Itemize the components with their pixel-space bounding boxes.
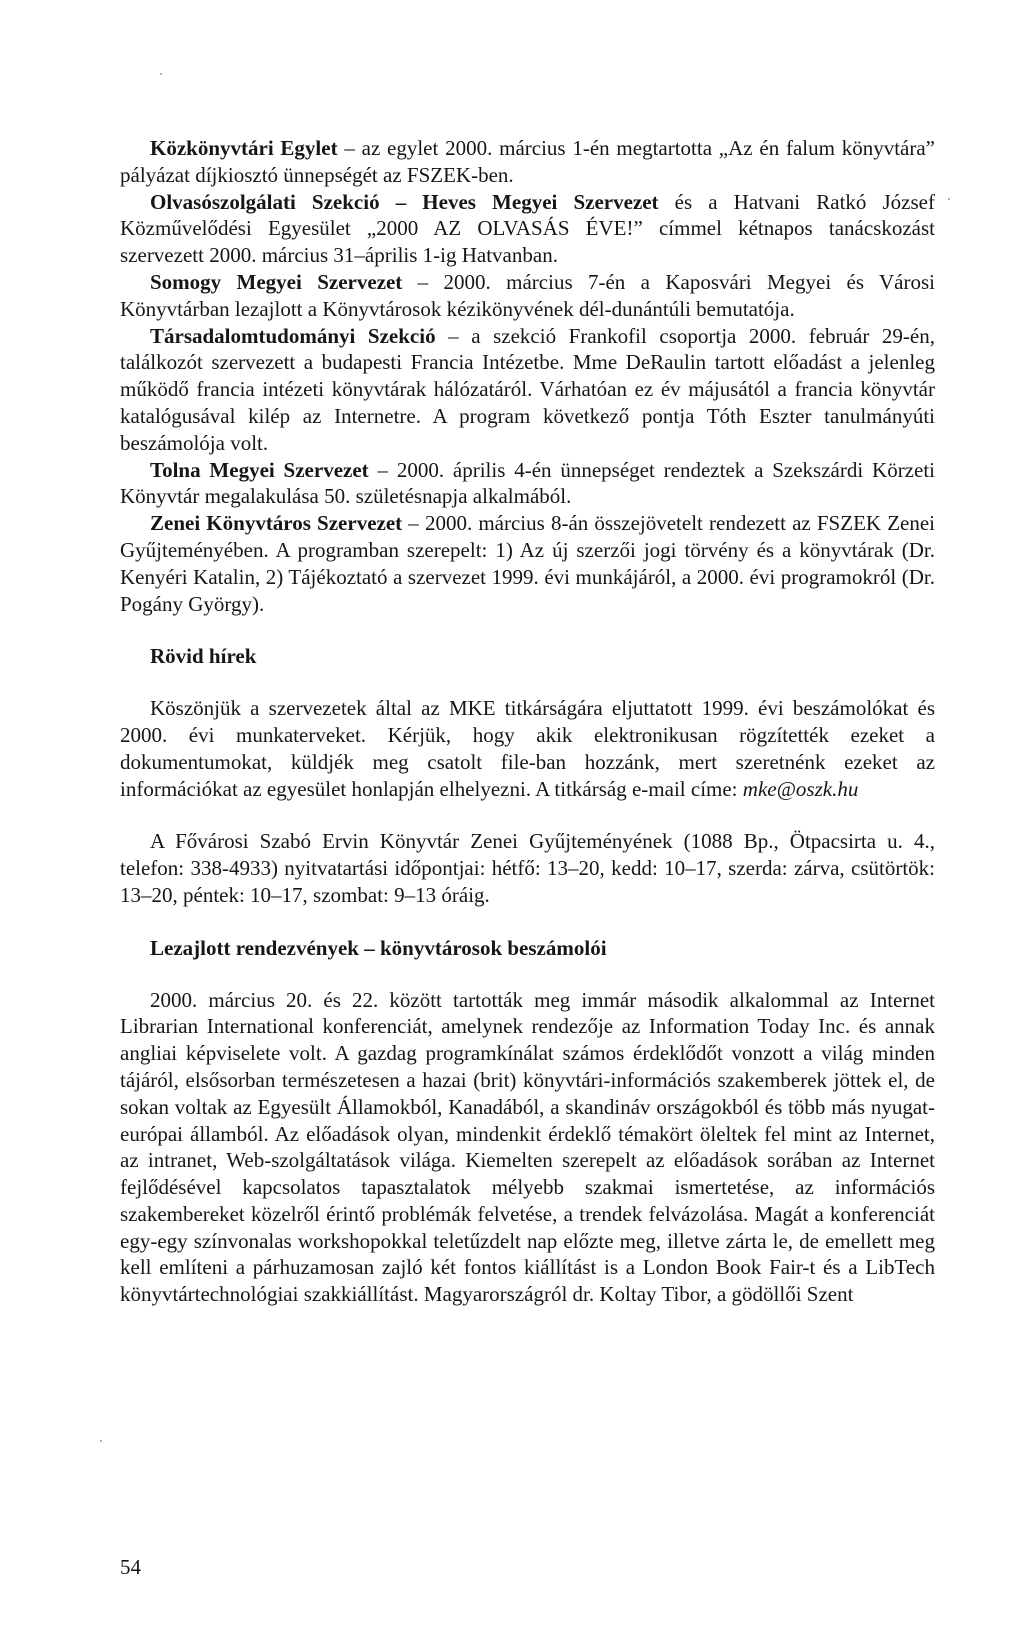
entry-text: és a Hatvani Ratkó József Közművelődési Egyesület „2000 AZ OLVASÁS ÉVE!” címmel kétnapos tanácskozást szervezett 2000. március 31–április 1-ig Hatvanban. bbox=[120, 189, 935, 268]
entry-name: Tolna Megyei Szervezet bbox=[150, 457, 369, 482]
entry-zenei-konyvtaros-szervezet bbox=[120, 510, 935, 617]
scan-speck bbox=[100, 1440, 102, 1442]
paragraph-text: Köszönjük a szervezetek által az MKE titkárságára eljuttatott 1999. évi beszámolókat és 2000. évi munkaterveket. Kérjük, hogy akik elektronikusan rögzítették ezeket a dokumentumokat, küldjék meg csatolt file-ban hozzánk, mert szeretnénk ezeket az információkat az egyesület honlapján elhelyezni. A titkárság e-mail címe: bbox=[120, 696, 935, 801]
scan-speck bbox=[160, 73, 162, 75]
entry-name: Somogy Megyei Szervezet bbox=[150, 269, 403, 294]
entry-olvasoszolgalati-szekcio bbox=[120, 189, 935, 269]
section-heading-rendezvenyek: Lezajlott rendezvények – könyvtárosok beszámolói bbox=[150, 935, 607, 960]
page-number: 54 bbox=[120, 1555, 141, 1579]
entry-text: – 2000. március 7-én a Kaposvári Megyei és Városi Könyvtárban lezajlott a Könyvtárosok kézikönyvének dél-dunántúli bemutatója. bbox=[120, 269, 935, 321]
paragraph-konferencia: 2000. március 20. és 22. között tartották meg immár második alkalommal az Internet Librarian International konferenciát, amelynek rendezője az Information Today Inc. és annak angliai képviselete volt. A gazdag programkínálat számos érdeklődőt vonzott a világ minden tájáról, elsősorban természetesen a hazai (brit) könyvtári-információs szakemberek jöttek el, de sokan voltak az Egyesült Államokból, Kanadából, a skandináv országokból és több más nyugat-európai államból. Az előadások olyan, mindenkit érdeklő témakört öleltek fel mint az Internet, az intranet, Web-szolgáltatások világa. Kiemelten szerepelt az előadások sorában az Internet fejlődésével kapcsolatos tapasztalatok mélyebb szakmai ismertetése, az információs szakembereket közelről érintő problémák felvetése, a trendek felvázolása. Magát a konferenciát egy-egy színvonalas workshopokkal teletűzdelt nap előzte meg, illetve zárta le, de emellett meg kell említeni a párhuzamosan zajló két fontos kiállítást is a London Book Fair-t és a LibTech könyvtártechnológiai szakkiállítást. Magyarországról dr. Koltay Tibor, a gödöllői Szent bbox=[120, 987, 935, 1307]
entry-text: – az egylet 2000. március 1-én megtartotta „Az én falum könyvtára” pályázat díjkiosztó ünnepségét az FSZEK-ben. bbox=[120, 136, 935, 187]
entry-text: – a szekció Frankofil csoportja 2000. február 29-én, találkozót szervezett a budapesti Francia Intézetbe. Mme DeRaulin tartott előadást a jelenleg működő francia intézeti könyvtárak hálózatáról. Várhatóan ez év májusától a francia könyvtár katalógusával kilép az Internetre. A program következő pontja Tóth Eszter tanulmányúti beszámolója volt. bbox=[120, 323, 935, 455]
scan-speck bbox=[948, 198, 950, 200]
entry-tarsadalomtudomanyi-szekcio bbox=[120, 323, 935, 457]
entry-name: Zenei Könyvtáros Szervezet bbox=[150, 511, 403, 536]
email-address: mke@oszk.hu bbox=[742, 776, 859, 801]
entry-name: Társadalomtudományi Szekció bbox=[150, 323, 436, 348]
entry-somogy-megyei-szervezet bbox=[120, 269, 935, 323]
entry-kozkonyvtari-egylet bbox=[120, 135, 935, 189]
entry-text: – 2000. március 8-án összejövetelt rendezett az FSZEK Zenei Gyűjteményében. A programban szerepelt: 1) Az új szerzői jogi törvény és a könyvtárak (Dr. Kenyéri Katalin, 2) Tájékoztató a szervezet 1999. évi munkájáról, a 2000. évi programokról (Dr. Pogány György). bbox=[120, 511, 936, 616]
paragraph-beszamolok bbox=[120, 695, 935, 802]
entry-name: Olvasószolgálati Szekció – Heves Megyei Szervezet bbox=[150, 189, 659, 214]
section-heading-rovid-hirek: Rövid hírek bbox=[150, 644, 257, 669]
entry-text: – 2000. április 4-én ünnepséget rendeztek a Szekszárdi Körzeti Könyvtár megalakulása 50. születésnapja alkalmából. bbox=[120, 457, 935, 509]
paragraph-nyitvatartas: A Fővárosi Szabó Ervin Könyvtár Zenei Gyűjteményének (1088 Bp., Ötpacsirta u. 4., telefon: 338-4933) nyitvatartási időpontjai: hétfő: 13–20, kedd: 10–17, szerda: zárva, csütörtök: 13–20, péntek: 10–17, szombat: 9–13 óráig. bbox=[120, 829, 935, 907]
entry-tolna-megyei-szervezet bbox=[120, 457, 935, 511]
page-body bbox=[120, 135, 935, 1308]
entry-name: Közkönyvtári Egylet bbox=[150, 136, 338, 160]
